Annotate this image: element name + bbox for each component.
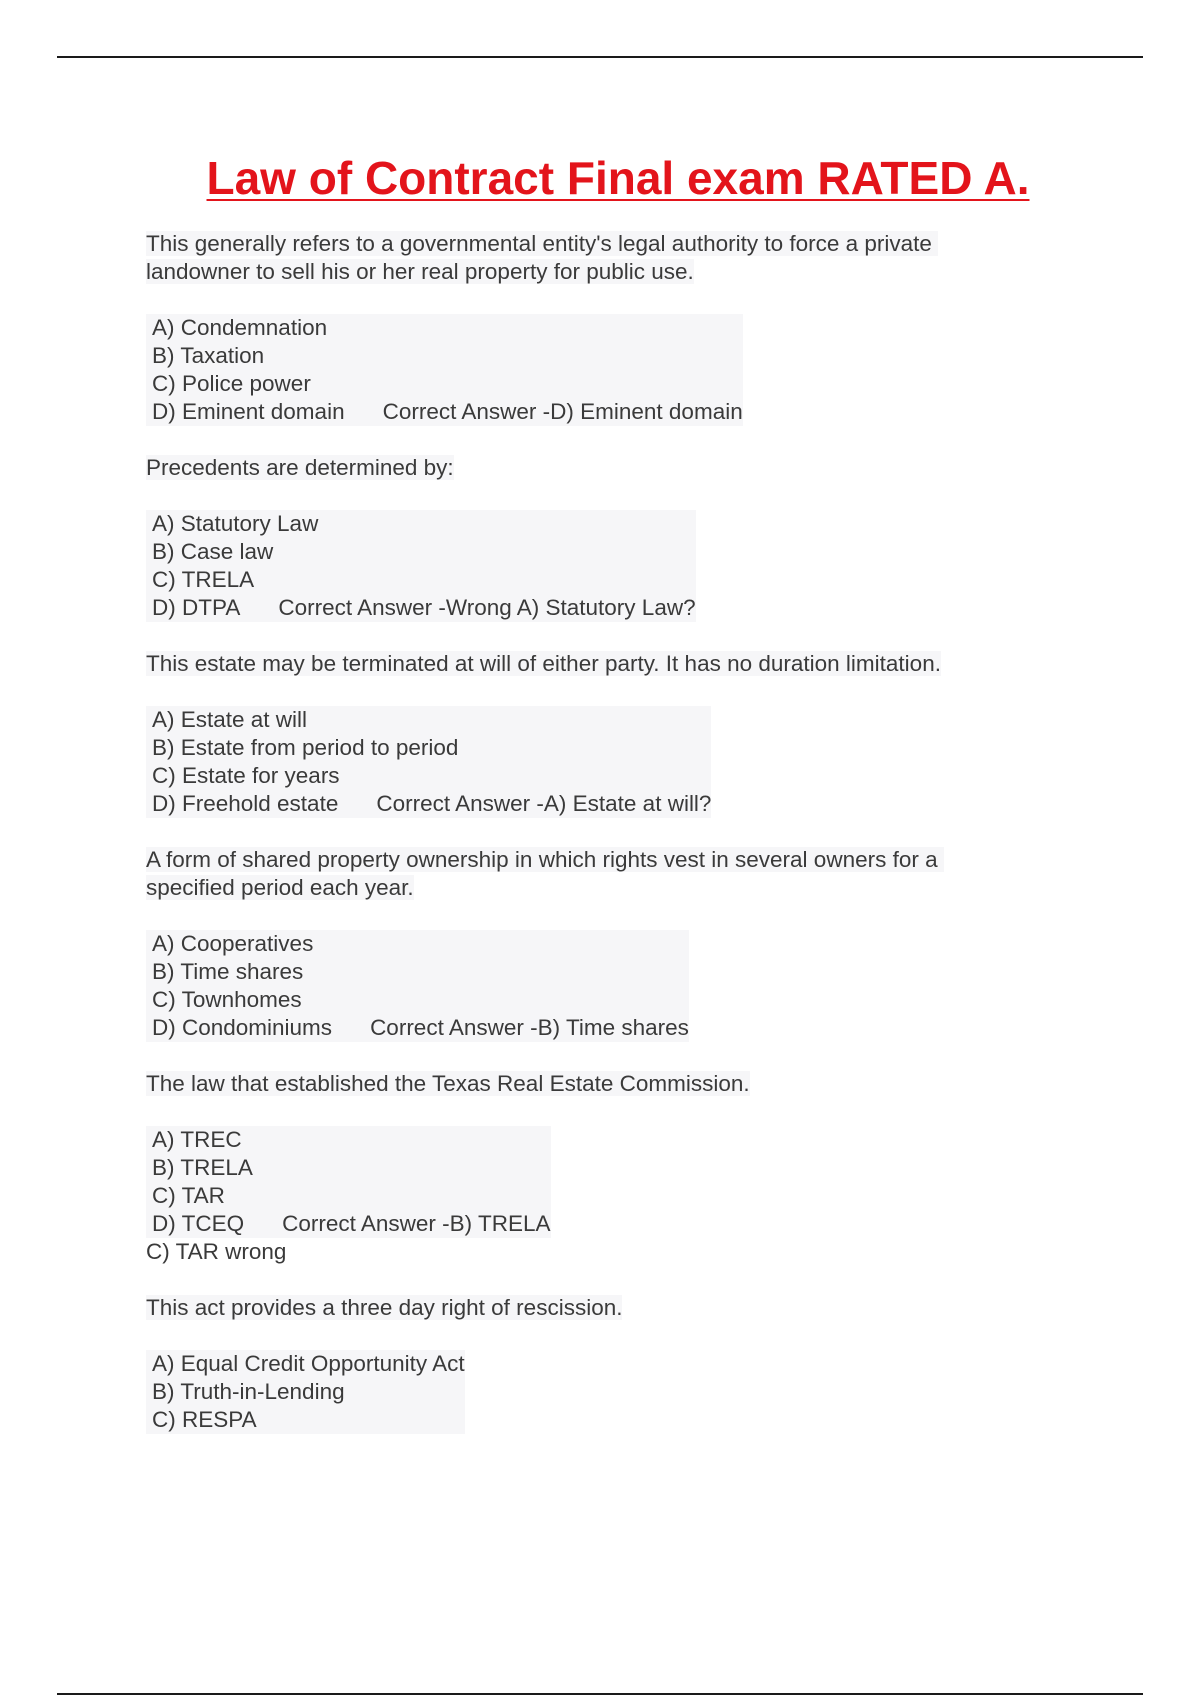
question-text-content: A form of shared property ownership in which rights vest in several owners for a specified period each year.: [146, 847, 944, 900]
option-c: C) RESPA: [152, 1407, 257, 1432]
option-a: A) Statutory Law: [152, 511, 319, 536]
question-block: [146, 1294, 1026, 1434]
option-a: A) Equal Credit Opportunity Act: [152, 1351, 465, 1376]
correct-answer: Correct Answer -B) TRELA: [282, 1211, 551, 1236]
option-a: A) Condemnation: [152, 315, 328, 340]
option-a: A) TREC: [152, 1127, 242, 1152]
option-c: C) TRELA: [152, 567, 255, 592]
option-c: C) Townhomes: [152, 987, 302, 1012]
question-text-content: This estate may be terminated at will of either party. It has no duration limitation.: [146, 651, 941, 676]
answer-note: C) TAR wrong: [146, 1239, 287, 1264]
options-list: [146, 1350, 465, 1434]
question-block: [146, 230, 1026, 426]
question-text-content: This act provides a three day right of rescission.: [146, 1295, 623, 1320]
option-d: D) Eminent domain: [152, 399, 345, 424]
question-text-content: This generally refers to a governmental entity's legal authority to force a private landowner to sell his or her real property for public use.: [146, 231, 939, 284]
option-b: B) Estate from period to period: [152, 735, 459, 760]
option-c: C) TAR: [152, 1183, 225, 1208]
question-text: [146, 650, 1026, 678]
option-c: C) Police power: [152, 371, 311, 396]
option-d-row: [152, 1210, 551, 1238]
option-d: D) Freehold estate: [152, 791, 339, 816]
correct-answer: Correct Answer -A) Estate at will?: [376, 791, 712, 816]
question-block: [146, 1070, 1026, 1266]
option-d-row: [152, 398, 743, 426]
option-d-row: [152, 594, 696, 622]
option-a: A) Cooperatives: [152, 931, 314, 956]
option-d-row: [152, 1014, 689, 1042]
correct-answer: Correct Answer -Wrong A) Statutory Law?: [278, 595, 696, 620]
question-text: [146, 454, 1026, 482]
question-block: [146, 454, 1026, 622]
correct-answer: Correct Answer -D) Eminent domain: [382, 399, 743, 424]
options-list: [146, 930, 689, 1042]
question-text: [146, 230, 1026, 286]
question-text: [146, 846, 1026, 902]
question-block: [146, 846, 1026, 1042]
correct-answer: Correct Answer -B) Time shares: [370, 1015, 689, 1040]
question-text: [146, 1070, 1026, 1098]
question-text: [146, 1294, 1026, 1322]
option-d: D) Condominiums: [152, 1015, 333, 1040]
option-d-row: [152, 790, 711, 818]
header-rule: [57, 56, 1143, 58]
option-b: B) Case law: [152, 539, 274, 564]
option-b: B) Time shares: [152, 959, 304, 984]
option-b: B) Truth-in-Lending: [152, 1379, 345, 1404]
document-title: Law of Contract Final exam RATED A.: [206, 152, 1030, 204]
option-b: B) TRELA: [152, 1155, 253, 1180]
option-c: C) Estate for years: [152, 763, 340, 788]
question-text-content: Precedents are determined by:: [146, 455, 454, 480]
options-list: [146, 706, 711, 818]
option-a: A) Estate at will: [152, 707, 308, 732]
option-b: B) Taxation: [152, 343, 265, 368]
footer-rule: [57, 1693, 1143, 1695]
question-text-content: The law that established the Texas Real Estate Commission.: [146, 1071, 750, 1096]
question-block: [146, 650, 1026, 818]
options-list: [146, 314, 743, 426]
option-d: D) DTPA: [152, 595, 241, 620]
options-list: [146, 510, 696, 622]
options-list: [146, 1126, 551, 1238]
question-list: [146, 230, 1026, 1462]
option-d: D) TCEQ: [152, 1211, 245, 1236]
